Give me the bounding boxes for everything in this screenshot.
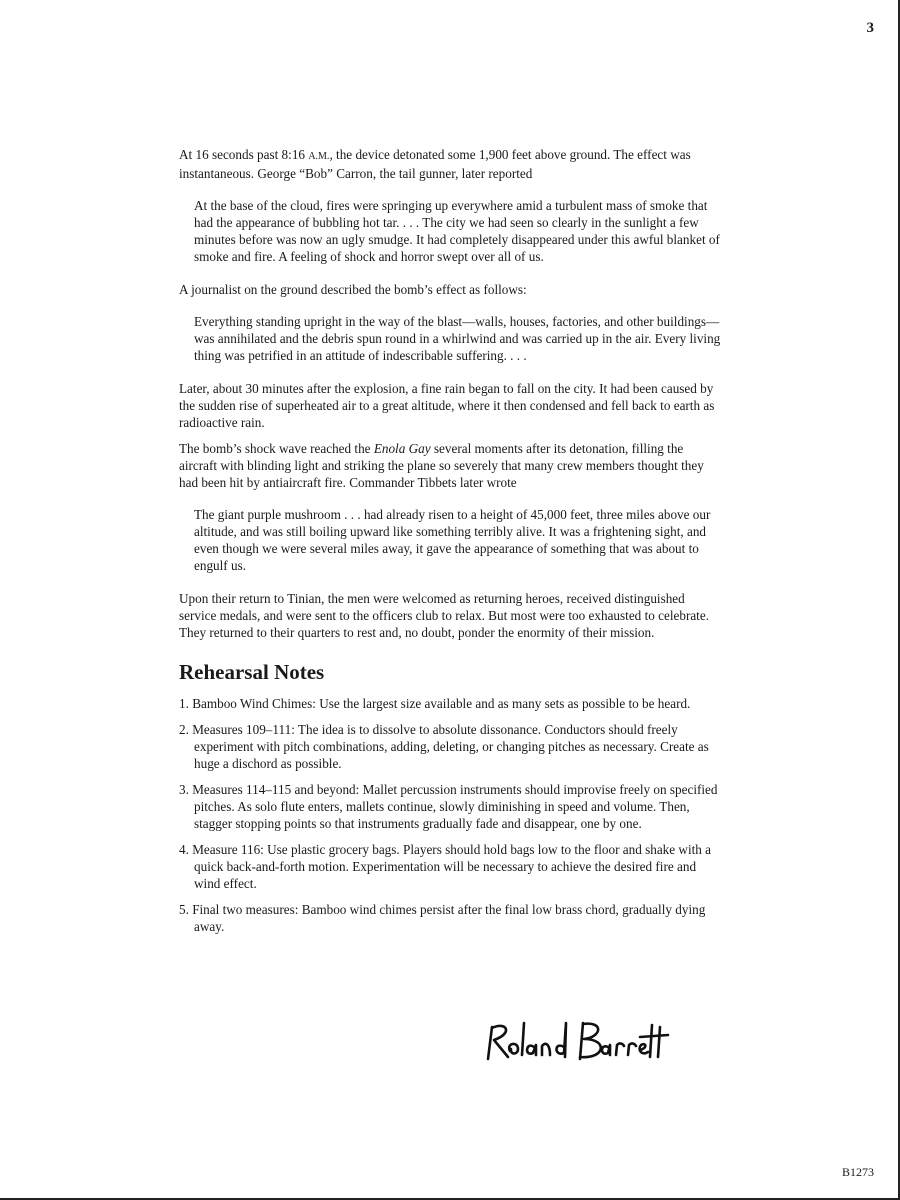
quote-carron-text: At the base of the cloud, fires were springing up everywhere amid a turbulent mass of smoke that had the appearance of bubbling hot tar. . . . The city we had seen so clearly in the sunlight a few minutes before was now an ugly smudge. It had completely disappeared under this awful blanket of smoke and fire. A feeling of shock and horror swept over all of us. xyxy=(194,198,720,264)
quote-tibbets-text: The giant purple mushroom . . . had already risen to a height of 45,000 feet, three miles above our altitude, and was still boiling upward like something terribly alive. It was a frightening sight, and even though we were several miles away, it gave the appearance of something that was about to engulf us. xyxy=(194,507,711,573)
quote-journalist xyxy=(194,313,724,364)
intro-text-post: , the device detonated some 1,900 feet above ground. The effect was instantaneous. George “Bob” Carron, the tail gunner, later reported xyxy=(179,147,691,181)
rehearsal-notes-heading: Rehearsal Notes xyxy=(179,660,325,684)
note-item: 1. Bamboo Wind Chimes: Use the largest size available and as many sets as possible to be heard. xyxy=(179,696,691,711)
document-body xyxy=(179,146,724,944)
intro-am: A.M. xyxy=(308,151,330,162)
note-item: 3. Measures 114–115 and beyond: Mallet percussion instruments should improvise freely on specified pitches. As solo flute enters, mallets continue, slowly diminishing in speed and volume. Then, stagger stopping points so that instruments gradually fade and disappear, one by one. xyxy=(179,782,718,831)
note-item: 2. Measures 109–111: The idea is to dissolve to absolute dissonance. Conductors should freely experiment with pitch combinations, adding, deleting, or changing pitches as necessary. Create as huge a dischord as possible. xyxy=(179,722,709,771)
page-number: 3 xyxy=(866,20,874,36)
journalist-paragraph: A journalist on the ground described the bomb’s effect as follows: xyxy=(179,282,527,297)
enola-gay-title: Enola Gay xyxy=(373,441,431,456)
shockwave-text-post: several moments after its detonation, filling the aircraft with blinding light and striking the plane so severely that many crew members thought they had been hit by antiaircraft fire. Commander Tibbets later wrote xyxy=(179,441,704,490)
quote-journalist-text: Everything standing upright in the way of the blast—walls, houses, factories, and other buildings—was annihilated and the debris spun round in a whirlwind and was carried up in the air. Every living thing was petrified in an attitude of indescribable suffering. . . . xyxy=(194,314,721,363)
rain-paragraph: Later, about 30 minutes after the explosion, a fine rain began to fall on the city. It had been caused by the sudden rise of superheated air to a great altitude, where it then condensed and fell back to earth as radioactive rain. xyxy=(179,381,715,430)
note-item: 5. Final two measures: Bamboo wind chimes persist after the final low brass chord, gradually dying away. xyxy=(179,902,706,934)
quote-tibbets xyxy=(194,506,724,574)
quote-carron xyxy=(194,197,724,265)
signature-graphic xyxy=(480,1015,670,1070)
intro-text-pre: At 16 seconds past 8:16 xyxy=(179,147,306,162)
shockwave-text-pre: The bomb’s shock wave reached the xyxy=(179,441,374,456)
catalog-code: B1273 xyxy=(841,1165,874,1179)
shockwave-paragraph xyxy=(179,440,724,491)
intro-paragraph xyxy=(179,146,724,182)
rehearsal-notes-list xyxy=(179,695,724,935)
note-item: 4. Measure 116: Use plastic grocery bags. Players should hold bags low to the floor and shake with a quick back-and-forth motion. Experimentation will be necessary to achieve the desired fire and wind effect. xyxy=(179,842,712,891)
signature xyxy=(480,1015,670,1070)
return-paragraph: Upon their return to Tinian, the men were welcomed as returning heroes, received distinguished service medals, and were sent to the officers club to relax. But most were too exhausted to celebrate. They returned to their quarters to rest and, no doubt, ponder the enormity of their mission. xyxy=(179,591,709,640)
